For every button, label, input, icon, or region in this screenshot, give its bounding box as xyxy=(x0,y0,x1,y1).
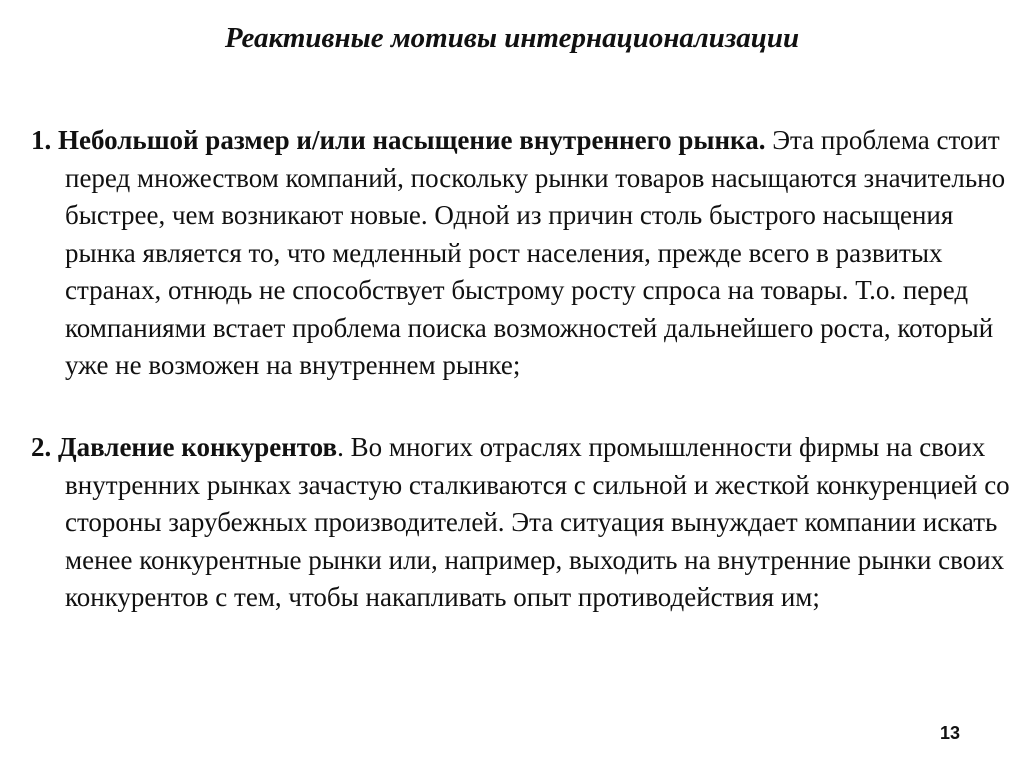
item-text: . Во многих отраслях промышленности фирмы на своих внутренних рынках зачастую сталкиваются с сильной и жесткой конкуренцией со стороны зарубежных производителей. Эта ситуация вынуждает компании искать менее конкурентные рынки или, например, выходить на внутренние рынки своих конкурентов с тем, чтобы накапливать опыт противодействия им; xyxy=(65,432,1010,612)
list-item xyxy=(31,122,1024,385)
item-heading: 2. Давление конкурентов xyxy=(31,432,338,462)
slide-title: Реактивные мотивы интернационализации xyxy=(224,22,800,54)
list-item xyxy=(31,429,1024,617)
page-number: 13 xyxy=(939,723,960,743)
item-heading: 1. Небольшой размер и/или насыщение внутреннего рынка. xyxy=(31,125,766,155)
item-text: Эта проблема стоит перед множеством компаний, поскольку рынки товаров насыщаются значительно быстрее, чем возникают новые. Одной из причин столь быстрого насыщения рынка является то, что медленный рост населения, прежде всего в развитых странах, отнюдь не способствует быстрому росту спроса на товары. Т.о. перед компаниями встает проблема поиска возможностей дальнейшего роста, который уже не возможен на внутреннем рынке; xyxy=(65,125,1006,380)
